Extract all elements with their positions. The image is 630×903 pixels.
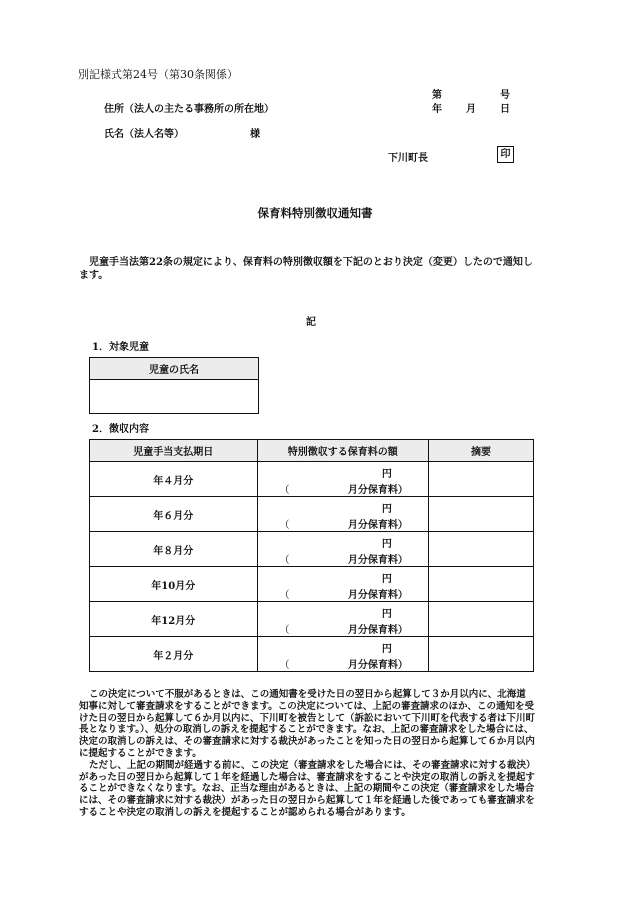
table-row — [90, 602, 534, 637]
child-name-header: 児童の氏名 — [90, 358, 259, 380]
month-cell: 年10月分 — [90, 567, 258, 602]
paren-open: （ — [279, 625, 290, 636]
amount-cell[interactable] — [257, 532, 428, 567]
month-cell: 年２月分 — [90, 637, 258, 672]
amount-cell[interactable] — [257, 637, 428, 672]
table-row — [90, 567, 534, 602]
yen-label: 円 — [381, 574, 392, 585]
number-label-dai: 第 — [432, 90, 442, 101]
remarks-cell[interactable] — [428, 462, 533, 497]
intro-paragraph: 児童手当法第22条の規定により、保育料の特別徴収額を下記のとおり決定（変更）したので通知します。 — [79, 257, 533, 281]
remarks-cell[interactable] — [428, 497, 533, 532]
amount-cell[interactable] — [257, 462, 428, 497]
month-cell: 年12月分 — [90, 602, 258, 637]
paren-open: （ — [279, 590, 290, 601]
table-row — [90, 532, 534, 567]
paren-open: （ — [279, 660, 290, 671]
month-fee-label: 月分保育料） — [347, 485, 408, 496]
date-month: 月 — [466, 104, 476, 115]
document-title: 保育料特別徴収通知書 — [257, 206, 373, 220]
amount-cell[interactable] — [257, 602, 428, 637]
month-fee-label: 月分保育料） — [347, 590, 408, 601]
col-fee-amount: 特別徴収する保育料の額 — [257, 440, 428, 462]
table-row — [90, 462, 534, 497]
appeal-paragraph-2: ただし、上記の期間が経過する前に、この決定（審査請求をした場合には、その審査請求に対する裁決）があった日の翌日から起算して１年を経過した場合は、審査請求をすることや決定の取消しの訴えを提起することができなくなります。なお、正当な理由があるときは、上記の期間やこの決定（審査請求をした場合には、その審査請求に対する裁決）があった日の翌日から起算して１年を経過した後であっても審査請求をすることや決定の取消しの訴えを提起することが認められる場合があります。 — [79, 759, 535, 818]
number-label-go: 号 — [500, 90, 510, 101]
month-cell: 年８月分 — [90, 532, 258, 567]
address-label: 住所（法人の主たる事務所の所在地） — [104, 104, 274, 115]
remarks-cell[interactable] — [428, 532, 533, 567]
remarks-cell[interactable] — [428, 567, 533, 602]
honorific: 様 — [250, 129, 260, 140]
col-remarks: 摘要 — [428, 440, 533, 462]
month-cell: 年４月分 — [90, 462, 258, 497]
yen-label: 円 — [381, 539, 392, 550]
table-row — [90, 497, 534, 532]
remarks-cell[interactable] — [428, 602, 533, 637]
paren-open: （ — [279, 555, 290, 566]
seal-mark: 印 — [497, 146, 514, 163]
yen-label: 円 — [381, 609, 392, 620]
date-day: 日 — [500, 104, 510, 115]
section1-heading: 1．対象児童 — [92, 342, 149, 353]
section2-heading: 2．徴収内容 — [92, 424, 149, 435]
ki-mark: 記 — [306, 317, 316, 328]
yen-label: 円 — [381, 504, 392, 515]
appeal-paragraph-1: この決定について不服があるときは、この通知書を受けた日の翌日から起算して３か月以内に、北海道知事に対して審査請求をすることができます。この決定については、上記の審査請求のほか、この通知を受けた日の翌日から起算して６か月以内に、下川町を被告として（訴訟において下川町を代表する者は下川町長となります。）、処分の取消しの訴えを提起することができます。なお、上記の審査請求をした場合には、決定の取消しの訴えは、その審査請求に対する裁決があったことを知った日の翌日から起算して６か月以内に提起することができます。 — [79, 689, 536, 759]
remarks-cell[interactable] — [428, 637, 533, 672]
month-fee-label: 月分保育料） — [347, 625, 408, 636]
child-name-cell[interactable] — [90, 380, 259, 414]
paren-open: （ — [279, 485, 290, 496]
month-fee-label: 月分保育料） — [347, 555, 408, 566]
child-table — [89, 357, 259, 414]
yen-label: 円 — [381, 469, 392, 480]
amount-cell[interactable] — [257, 497, 428, 532]
name-label: 氏名（法人名等） — [104, 129, 184, 140]
date-year: 年 — [432, 104, 442, 115]
appeal-notice — [79, 689, 535, 819]
month-cell: 年６月分 — [90, 497, 258, 532]
month-fee-label: 月分保育料） — [347, 660, 408, 671]
amount-cell[interactable] — [257, 567, 428, 602]
yen-label: 円 — [381, 644, 392, 655]
paren-open: （ — [279, 520, 290, 531]
month-fee-label: 月分保育料） — [347, 520, 408, 531]
form-number: 別記様式第24号（第30条関係） — [78, 68, 238, 81]
table-row — [90, 637, 534, 672]
issuer: 下川町長 — [388, 153, 428, 164]
col-payment-date: 児童手当支払期日 — [90, 440, 258, 462]
payment-table — [89, 439, 534, 672]
